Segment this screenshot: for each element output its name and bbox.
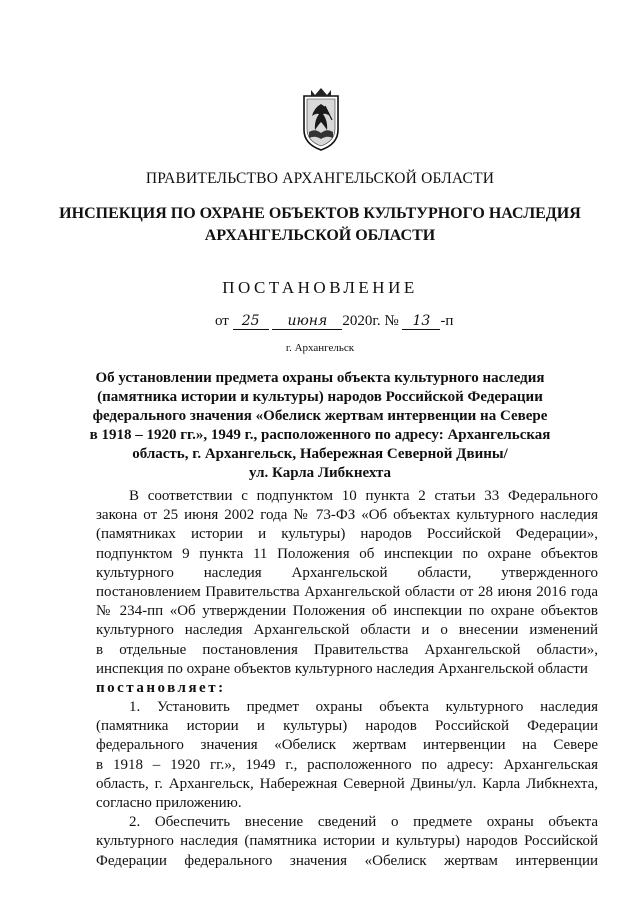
resolves-word: постановляет: [96,679,226,696]
body-line: в отдельные постановления Правительства Архангельской области», [96,641,598,658]
body-line: подпунктом 9 пункта 11 Положения об инспекции по охране объектов [96,545,598,562]
body-line: закона от 25 июня 2002 года № 73-ФЗ «Об объектах культурного наследия [96,507,598,524]
inspection-name-line-2: АРХАНГЕЛЬСКОЙ ОБЛАСТИ [204,227,436,244]
title-line: федерального значения «Обелиск жертвам интервенции на Севере [92,408,548,424]
item-2-line: Федерации федерального значения «Обелиск жертвам интервенции [96,852,598,869]
document-body [96,487,598,871]
title-line: в 1918 – 1920 гг.», 1949 г., расположенного по адресу: Архангельская [89,427,551,443]
body-line: культурного наследия Архангельской области, утвержденного [96,564,598,581]
date-month: июня [272,313,342,330]
inspection-name-line-1: ИНСПЕКЦИЯ ПО ОХРАНЕ ОБЪЕКТОВ КУЛЬТУРНОГО НАСЛЕДИЯ [59,205,581,222]
date-day: 25 [233,313,269,330]
document-type: ПОСТАНОВЛЕНИЕ [222,278,418,297]
inspection-name [0,203,640,247]
title-line: Об установлении предмета охраны объекта культурного наследия [95,370,545,386]
document-number-suffix: -п [440,313,454,329]
title-line: область, г. Архангельск, Набережная Северной Двины/ [132,446,508,462]
item-1-line: согласно приложению. [96,795,242,811]
date-prefix: от [215,313,229,329]
item-2-line: культурного наследия (памятника истории и культуры) народов Российской [96,833,598,850]
item-1-line: 1. Установить предмет охраны объекта культурного наследия [129,699,598,716]
body-line: инспекция по охране объектов культурного наследия Архангельской области [96,660,588,677]
item-1-line: в 1918 – 1920 гг.», 1949 г., расположенного по адресу: Архангельская [96,756,598,773]
document-title [0,369,640,483]
item-1-line: область, г. Архангельск, Набережная Северной Двины/ул. Карла Либкнехта, [96,775,598,792]
item-1-line: федерального значения «Обелиск жертвам интервенции на Севере [96,737,598,754]
coat-of-arms-icon [301,86,341,152]
body-line: постановлением Правительства Архангельской области от 28 июня 2016 года [96,583,598,600]
item-2-line: 2. Обеспечить внесение сведений о предмете охраны объекта [129,814,598,831]
body-line: культурного наследия Архангельской области и о внесении изменений [96,622,598,639]
body-line: (памятниках истории и культуры) народов Российской Федерации», [96,526,598,543]
body-line: № 234-пп «Об утверждении Положения об инспекции по охране объектов [96,603,598,620]
government-name: ПРАВИТЕЛЬСТВО АРХАНГЕЛЬСКОЙ ОБЛАСТИ [145,170,495,187]
body-line: В соответствии с подпунктом 10 пункта 2 статьи 33 Федерального [129,488,598,504]
document-number: 13 [402,313,440,330]
title-line: ул. Карла Либкнехта [249,465,391,481]
city-name: г. Архангельск [285,342,355,354]
date-line [215,313,453,330]
date-year: 2020г. № [342,313,399,329]
title-line: (памятника истории и культуры) народов Российской Федерации [97,389,543,405]
item-1-line: (памятника истории и культуры) народов Российской Федерации [96,718,598,735]
